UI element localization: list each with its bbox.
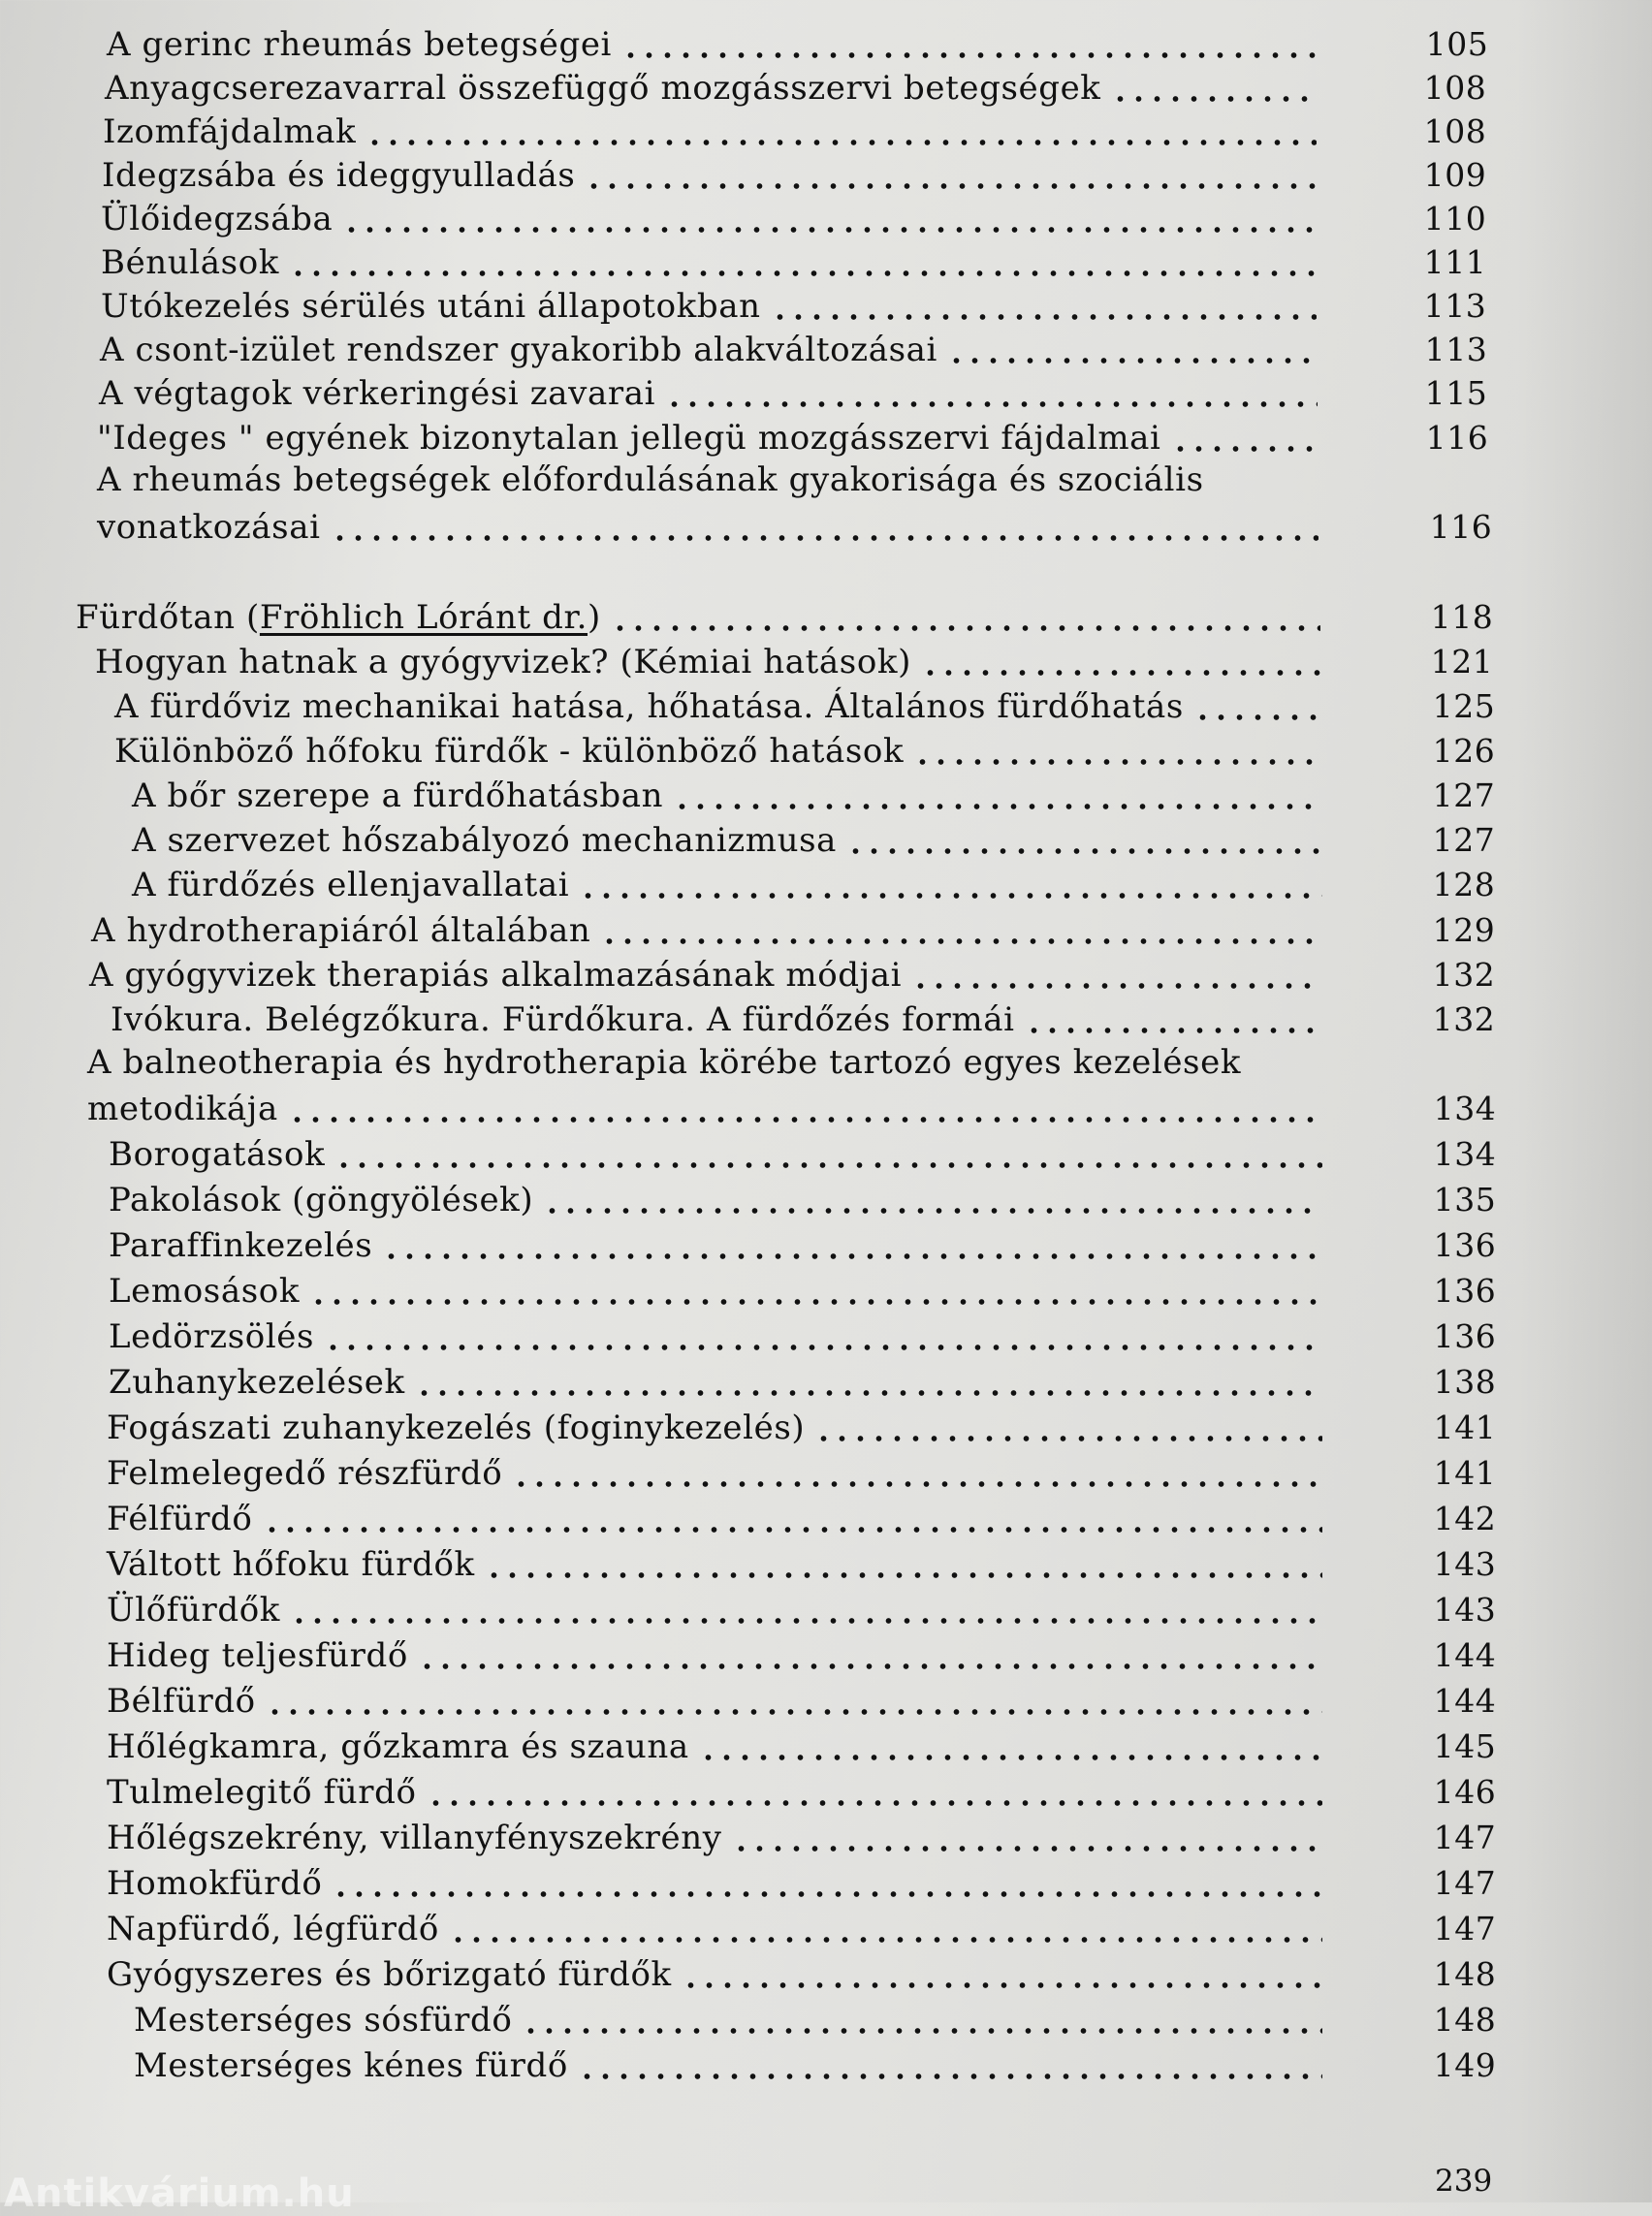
entry-title: Izomfájdalmak <box>103 112 357 151</box>
entry-title: Ivókura. Belégzőkura. Fürdőkura. A fürdőzés formái <box>111 1000 1015 1039</box>
toc-entry <box>109 1359 1497 1404</box>
dot-leader <box>621 31 1318 60</box>
entry-title: A fürdőzés ellenjavallatai <box>132 866 570 904</box>
entry-page: 144 <box>1433 1682 1497 1720</box>
entry-page: 127 <box>1432 821 1496 859</box>
entry-page: 126 <box>1432 732 1496 770</box>
entry-title: Hőlégkamra, gőzkamra és szauna <box>107 1727 689 1766</box>
entry-title: Félfürdő <box>107 1500 253 1538</box>
entry-page: 128 <box>1432 866 1496 903</box>
entry-title: A végtagok vérkeringési zavarai <box>99 374 656 413</box>
chapter-title-end: ) <box>588 598 601 637</box>
dot-leader <box>1025 1006 1322 1035</box>
toc-entry-first-line <box>97 459 1204 501</box>
dot-leader <box>611 604 1320 633</box>
toc-entry-first-line <box>87 1041 1241 1084</box>
entry-page: 141 <box>1433 1409 1497 1446</box>
toc-entry <box>101 196 1487 240</box>
dot-leader <box>485 1551 1322 1580</box>
entry-title: A rheumás betegségek előfordulásának gyakorisága és szociális <box>97 460 1204 499</box>
entry-title: A bőr szerepe a fürdőhatásban <box>132 776 664 815</box>
entry-title: Hideg teljesfürdő <box>107 1636 408 1675</box>
dot-leader <box>947 336 1318 365</box>
entry-page: 141 <box>1433 1454 1497 1492</box>
entry-title: A fürdőviz mechanikai hatása, hőhatása. Általános fürdőhatás <box>114 687 1184 726</box>
toc-entry <box>89 952 1496 997</box>
toc-chapter-entry <box>76 594 1494 639</box>
toc-entry <box>107 1678 1497 1723</box>
entry-page: 149 <box>1433 2046 1497 2084</box>
entry-page: 143 <box>1433 1545 1497 1583</box>
dot-leader <box>290 1597 1322 1626</box>
dot-leader <box>449 1915 1322 1945</box>
entry-page: 129 <box>1432 911 1496 949</box>
dot-leader <box>415 1369 1322 1398</box>
entry-page: 148 <box>1433 2001 1497 2039</box>
entry-title: Bélfürdő <box>107 1682 256 1721</box>
toc-entry <box>103 109 1487 153</box>
toc-entry <box>107 1587 1497 1631</box>
entry-page: 136 <box>1433 1226 1497 1264</box>
toc-entry <box>107 1541 1497 1586</box>
entry-title: Különböző hőfoku fürdők - különböző hatások <box>114 732 905 771</box>
entry-title: Hogyan hatnak a gyógyvizek? (Kémiai hatások) <box>95 643 911 681</box>
dot-leader <box>418 1642 1322 1671</box>
toc-entry <box>109 1177 1497 1221</box>
toc-entry <box>107 1769 1497 1814</box>
chapter-title <box>76 596 611 639</box>
dot-leader <box>1111 75 1317 104</box>
dot-leader <box>579 871 1322 901</box>
toc-entry <box>107 1860 1497 1905</box>
entry-title: A hydrotherapiáról általában <box>91 911 591 950</box>
entry-title: Borogatások <box>109 1135 326 1174</box>
dot-leader <box>732 1824 1322 1853</box>
entry-page: 108 <box>1423 112 1487 150</box>
entry-page: 132 <box>1432 956 1496 994</box>
entry-page: 113 <box>1423 287 1487 325</box>
entry-page: 116 <box>1425 419 1489 457</box>
entry-page: 118 <box>1430 598 1494 636</box>
dot-leader <box>331 514 1318 543</box>
entry-page: 108 <box>1423 69 1487 107</box>
toc-entry <box>91 907 1496 952</box>
entry-title: A gerinc rheumás betegségei <box>107 25 613 64</box>
entry-title: Váltott hőfoku fürdők <box>107 1545 475 1584</box>
toc-entry <box>109 1268 1497 1313</box>
dot-leader <box>771 293 1317 322</box>
entry-page: 146 <box>1433 1773 1497 1811</box>
toc-entry <box>95 639 1494 683</box>
entry-title: Mesterséges sósfürdő <box>134 2001 513 2040</box>
entry-page: 142 <box>1433 1500 1497 1537</box>
toc-entry <box>107 1724 1497 1768</box>
dot-leader <box>699 1733 1322 1762</box>
entry-page: 105 <box>1425 25 1489 63</box>
dot-leader <box>585 162 1317 191</box>
entry-page: 136 <box>1433 1317 1497 1355</box>
entry-page: 113 <box>1424 331 1488 368</box>
entry-title: A gyógyvizek therapiás alkalmazásának módjai <box>89 956 903 995</box>
dot-leader <box>673 782 1322 811</box>
entry-page: 116 <box>1429 508 1493 546</box>
entry-title: Lemosások <box>109 1272 301 1311</box>
entry-title: A csont-izület rendszer gyakoribb alakváltozásai <box>100 331 937 369</box>
entry-page: 134 <box>1433 1090 1497 1127</box>
entry-page: 143 <box>1433 1591 1497 1629</box>
entry-page: 121 <box>1430 643 1494 681</box>
toc-entry <box>99 370 1488 415</box>
toc-entry <box>102 152 1487 197</box>
toc-entry <box>114 728 1496 773</box>
dot-leader <box>288 1095 1322 1124</box>
entry-page: 134 <box>1433 1135 1497 1173</box>
toc-entry <box>107 1951 1497 1996</box>
toc-entry <box>107 21 1489 66</box>
toc-entry <box>114 683 1496 728</box>
entry-title-continued: vonatkozásai <box>97 508 321 547</box>
toc-entry <box>109 1314 1497 1358</box>
dot-leader <box>324 1323 1322 1352</box>
entry-title: A szervezet hőszabályozó mechanizmusa <box>132 821 838 860</box>
chapter-author: Fröhlich Lóránt dr. <box>259 598 588 637</box>
toc-entry <box>101 283 1487 328</box>
entry-title: Gyógyszeres és bőrizgató fürdők <box>107 1955 672 1994</box>
dot-leader <box>911 962 1322 991</box>
dot-leader <box>365 118 1317 147</box>
dot-leader <box>913 738 1322 767</box>
entry-page: 147 <box>1433 1819 1497 1856</box>
toc-entry <box>109 1131 1497 1176</box>
toc-entry <box>111 997 1496 1041</box>
entry-title: Idegzsába és ideggyulladás <box>102 156 576 195</box>
entry-page: 115 <box>1424 374 1488 412</box>
entry-page: 145 <box>1433 1727 1497 1765</box>
entry-title: Hőlégszekrény, villanyfényszekrény <box>107 1819 722 1857</box>
toc-entry <box>132 773 1496 817</box>
entry-page: 144 <box>1433 1636 1497 1674</box>
entry-page: 136 <box>1433 1272 1497 1310</box>
dot-leader <box>814 1414 1322 1443</box>
toc-entry <box>109 1222 1497 1267</box>
toc-entry <box>107 1632 1497 1677</box>
entry-title: Pakolások (göngyölések) <box>109 1181 534 1219</box>
entry-title: Paraffinkezelés <box>109 1226 373 1265</box>
toc-entry <box>101 239 1487 284</box>
toc-entry <box>97 504 1493 549</box>
dot-leader <box>846 827 1322 856</box>
toc-entry <box>107 1496 1497 1540</box>
toc-entry <box>107 1405 1497 1449</box>
dot-leader <box>512 1460 1322 1489</box>
entry-title: Ülőidegzsába <box>101 200 334 238</box>
dot-leader <box>1171 425 1318 454</box>
dot-leader <box>543 1187 1322 1216</box>
entry-title: Napfürdő, légfürdő <box>107 1910 439 1948</box>
dot-leader <box>665 380 1318 409</box>
dot-leader <box>427 1779 1322 1808</box>
page-shadow <box>1516 0 1652 2202</box>
entry-title: Ülőfürdők <box>107 1591 280 1630</box>
toc-entry <box>134 2042 1497 2087</box>
entry-page: 138 <box>1433 1363 1497 1401</box>
toc-entry <box>107 1815 1497 1859</box>
entry-page: 110 <box>1423 200 1487 237</box>
entry-title: A balneotherapia és hydrotherapia körébe tartozó egyes kezelések <box>87 1043 1242 1082</box>
entry-page: 109 <box>1423 156 1487 194</box>
toc-entry <box>100 327 1488 371</box>
toc-entry <box>132 817 1496 862</box>
dot-leader <box>1193 693 1322 722</box>
toc-entry <box>132 862 1496 906</box>
entry-title: Bénulások <box>101 243 279 282</box>
dot-leader <box>309 1278 1322 1307</box>
toc-entry <box>134 1997 1497 2042</box>
entry-page: 147 <box>1433 1910 1497 1947</box>
toc-entry <box>87 1086 1497 1130</box>
entry-page: 147 <box>1433 1864 1497 1902</box>
entry-page: 127 <box>1432 776 1496 814</box>
dot-leader <box>578 2052 1322 2081</box>
entry-title: Anyagcserezavarral összefüggő mozgásszervi betegségek <box>105 69 1101 108</box>
entry-page: 111 <box>1423 243 1487 281</box>
dot-leader <box>600 917 1322 946</box>
entry-title: Tulmelegitő fürdő <box>107 1773 417 1812</box>
dot-leader <box>382 1232 1322 1261</box>
page-number: 239 <box>1435 2164 1493 2199</box>
entry-title-continued: metodikája <box>87 1090 278 1128</box>
watermark: Antikvárium.hu <box>4 2171 355 2216</box>
entry-title: Felmelegedő részfürdő <box>107 1454 503 1493</box>
entry-page: 125 <box>1432 687 1496 725</box>
dot-leader <box>522 2007 1322 2036</box>
dot-leader <box>289 249 1317 278</box>
entry-title: Homokfürdő <box>107 1864 323 1903</box>
entry-title: Mesterséges kénes fürdő <box>134 2046 568 2085</box>
dot-leader <box>332 1870 1322 1899</box>
entry-page: 148 <box>1433 1955 1497 1993</box>
toc-entry <box>107 1450 1497 1495</box>
entry-title: Ledörzsölés <box>109 1317 315 1356</box>
dot-leader <box>342 206 1317 235</box>
entry-title: Utókezelés sérülés utáni állapotokban <box>101 287 761 326</box>
toc-entry <box>107 1906 1497 1950</box>
toc-entry <box>105 65 1487 110</box>
dot-leader <box>266 1688 1322 1717</box>
dot-leader <box>921 649 1320 678</box>
toc-entry <box>97 415 1489 459</box>
entry-title: Fogászati zuhanykezelés (foginykezelés) <box>107 1409 806 1447</box>
dot-leader <box>682 1961 1322 1990</box>
dot-leader <box>263 1505 1323 1535</box>
dot-leader <box>334 1141 1322 1170</box>
chapter-title-start: Fürdőtan ( <box>76 598 260 637</box>
entry-title: Zuhanykezelések <box>109 1363 405 1402</box>
entry-title: "Ideges " egyének bizonytalan jellegü mozgásszervi fájdalmai <box>97 419 1161 458</box>
entry-page: 132 <box>1432 1000 1496 1038</box>
entry-page: 135 <box>1433 1181 1497 1219</box>
